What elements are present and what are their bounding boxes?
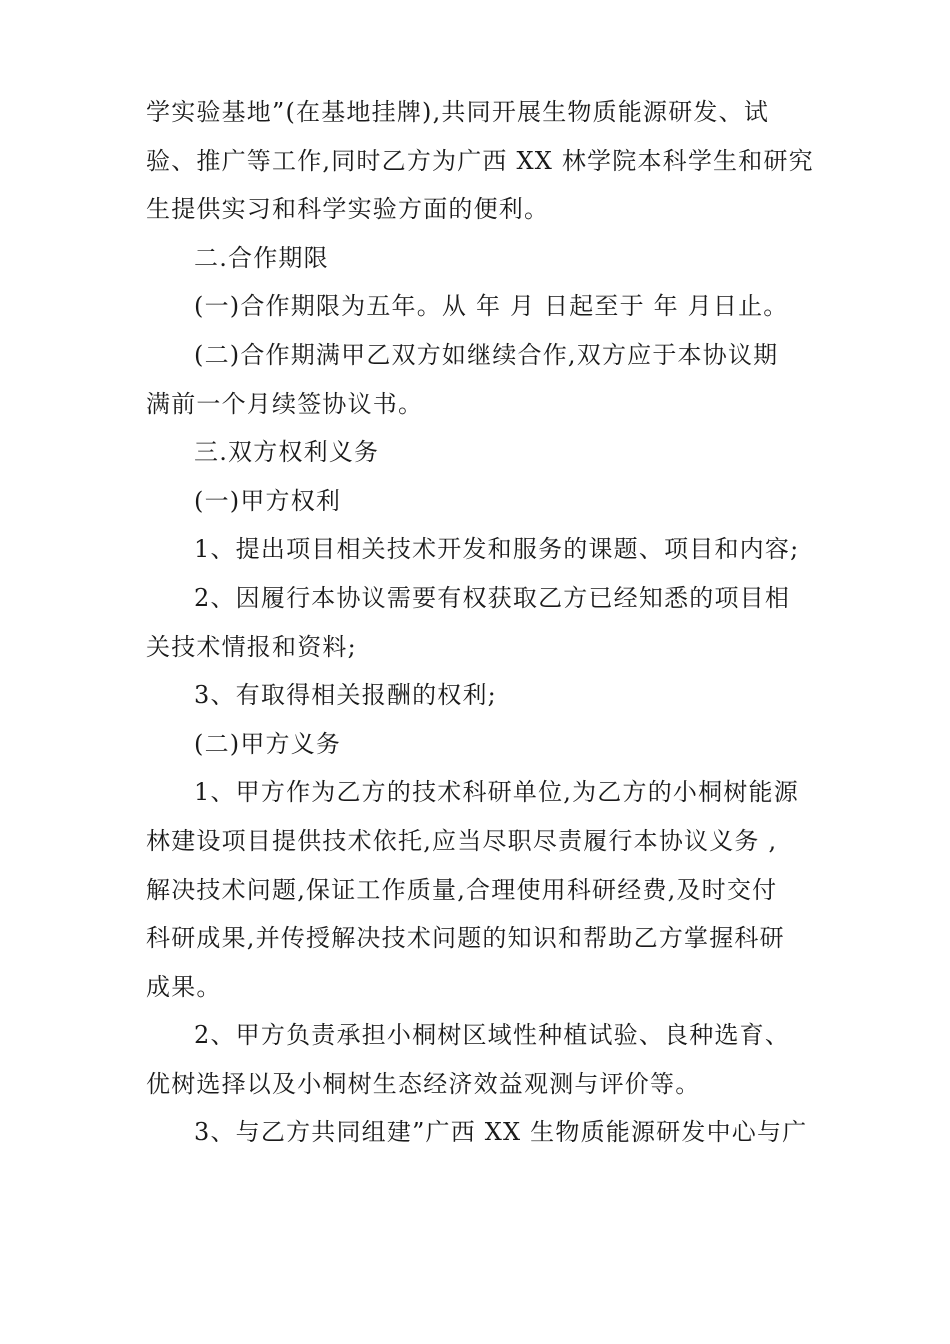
text-line: 验、推广等工作,同时乙方为广西 XX 林学院本科学生和研究 bbox=[146, 146, 814, 175]
text-line: (一)合作期限为五年。从 年 月 日起至于 年 月日止。 bbox=[194, 292, 789, 321]
text-line: 3、有取得相关报酬的权利; bbox=[194, 681, 497, 710]
section-heading: 二.合作期限 bbox=[194, 243, 329, 272]
text-line: 1、甲方作为乙方的技术科研单位,为乙方的小桐树能源 bbox=[194, 778, 799, 807]
text-line: 优树选择以及小桐树生态经济效益观测与评价等。 bbox=[146, 1069, 701, 1098]
text-line: (二)合作期满甲乙双方如继续合作,双方应于本协议期 bbox=[194, 340, 779, 369]
text-line: 科研成果,并传授解决技术问题的知识和帮助乙方掌握科研 bbox=[146, 924, 785, 953]
subsection-heading: (一)甲方权利 bbox=[194, 486, 342, 515]
subsection-heading: (二)甲方义务 bbox=[194, 729, 342, 758]
text-line: 1、提出项目相关技术开发和服务的课题、项目和内容; bbox=[194, 535, 800, 564]
text-line: 解决技术问题,保证工作质量,合理使用科研经费,及时交付 bbox=[146, 875, 778, 904]
text-line: 关技术情报和资料; bbox=[146, 632, 357, 661]
text-line: 3、与乙方共同组建”广西 XX 生物质能源研发中心与广 bbox=[194, 1118, 808, 1147]
text-line: 林建设项目提供技术依托,应当尽职尽责履行本协议义务 , bbox=[146, 826, 778, 855]
text-line: 生提供实习和科学实验方面的便利。 bbox=[146, 195, 550, 224]
text-line: 满前一个月续签协议书。 bbox=[146, 389, 424, 418]
text-line: 2、因履行本协议需要有权获取乙方已经知悉的项目相 bbox=[194, 583, 791, 612]
section-heading: 三.双方权利义务 bbox=[194, 438, 380, 467]
text-line: 学实验基地”(在基地挂牌),共同开展生物质能源研发、试 bbox=[146, 98, 770, 126]
text-line: 成果。 bbox=[146, 972, 222, 1001]
text-line: 2、甲方负责承担小桐树区域性种植试验、良种选育、 bbox=[194, 1021, 791, 1050]
